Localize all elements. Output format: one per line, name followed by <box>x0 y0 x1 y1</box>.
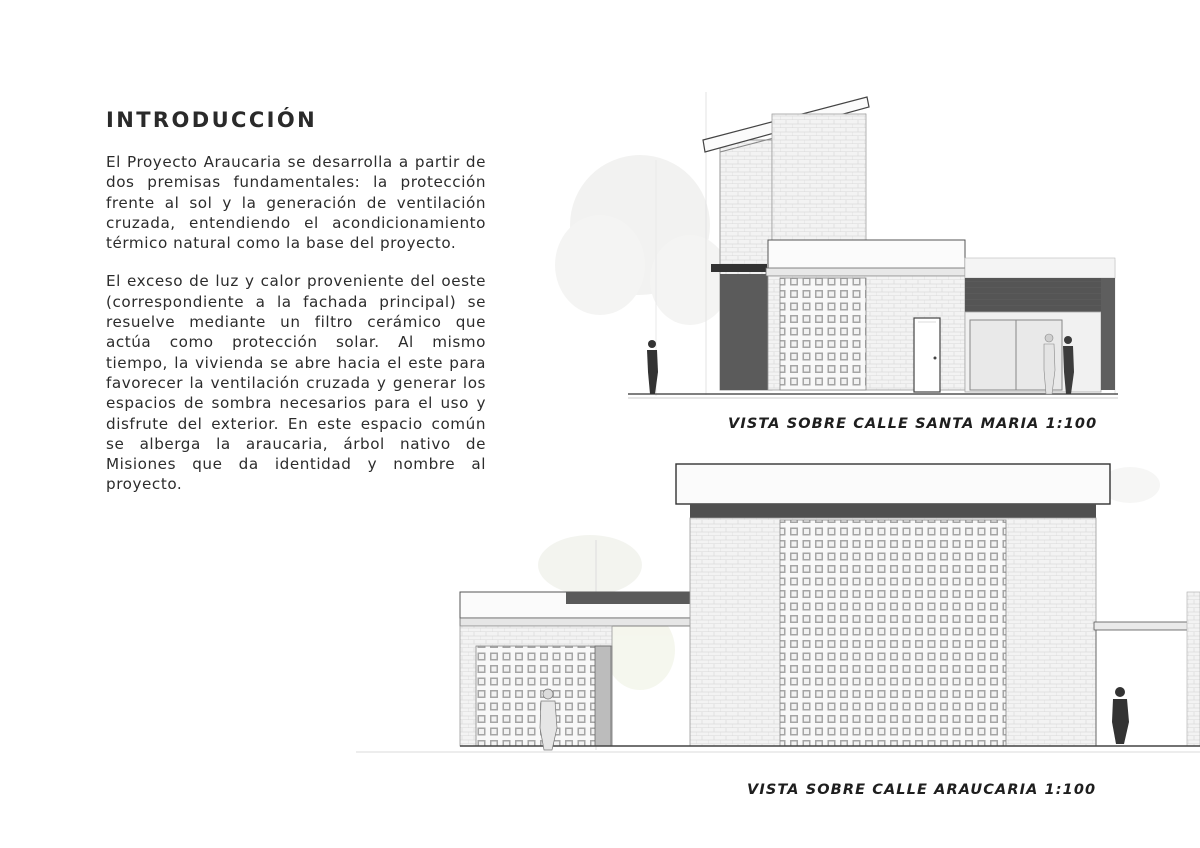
intro-paragraph: El exceso de luz y calor proveniente del oeste (correspondiente a la fachada principal) se resuelve mediante un filtro cerámico que actúa como protección solar. Al mismo tiempo, la vivienda se abre hacia el este para favorecer la ventilación cruzada y generar los espacios de sombra necesarios para el uso y disfrute del exterior. En este espacio común se alberga la araucaria, árbol nativo de Misiones que da identidad y nombre al proyecto. <box>106 272 486 494</box>
elevation-santa-maria <box>555 92 1118 398</box>
section-title: INTRODUCCIÓN <box>106 108 318 132</box>
intro-text <box>106 152 486 513</box>
intro-paragraph: El Proyecto Araucaria se desarrolla a partir de dos premisas fundamentales: la protección frente al sol y la generación de ventilación cruzada, entendiendo el acondicionamiento térmico natural como la base del proyecto. <box>106 153 486 253</box>
tree-icon <box>555 155 730 396</box>
elevation-caption-santa-maria: VISTA SOBRE CALLE SANTA MARIA 1:100 <box>728 416 1098 432</box>
person-icon <box>1112 687 1129 744</box>
elevation-caption-araucaria: VISTA SOBRE CALLE ARAUCARIA 1:100 <box>747 782 1097 798</box>
